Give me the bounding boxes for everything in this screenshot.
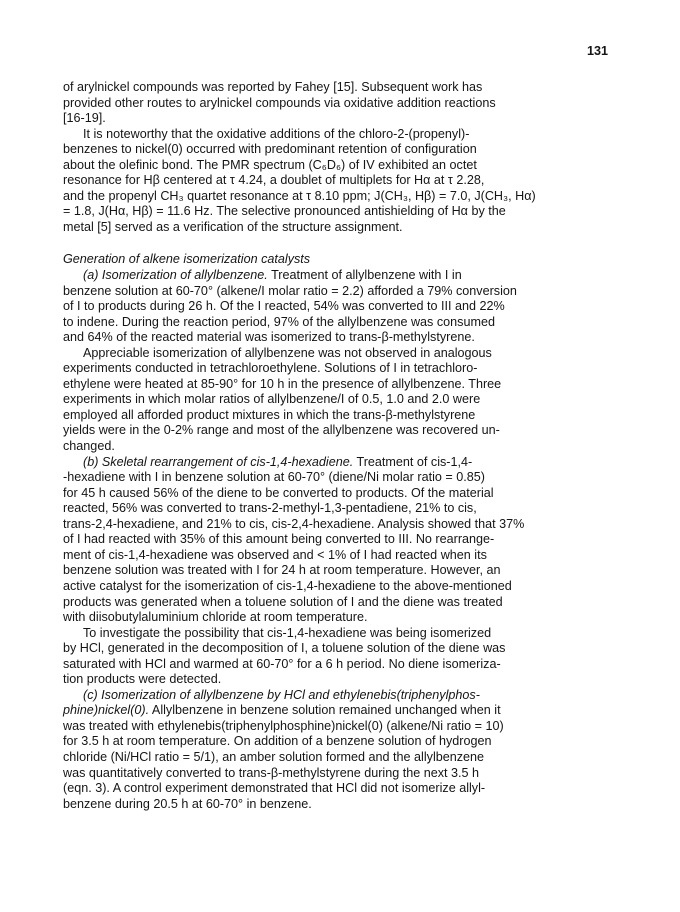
text-line: trans-2,4-hexadiene, and 21% to cis, cis-2,4-hexadiene. Analysis showed that 37% [63, 516, 525, 531]
text-line [63, 688, 623, 704]
text-line: active catalyst for the isomerization of cis-1,4-hexadiene to the above-mentioned [63, 578, 512, 593]
text-line: benzene solution was treated with I for 24 h at room temperature. However, an [63, 563, 501, 578]
text-line: benzene during 20.5 h at 60-70° in benzene. [63, 796, 312, 811]
subsection-title: (c) Isomerization of allylbenzene by HCl and ethylenebis(triphenylphos- [83, 687, 480, 702]
text-line: To investigate the possibility that cis-1,4-hexadiene was being isomerized [83, 625, 492, 640]
text-line: employed all afforded product mixtures in which the trans-β-methylstyrene [63, 407, 476, 422]
subsection-title: phine)nickel(0). [63, 703, 150, 718]
text-line: saturated with HCl and warmed at 60-70° for a 6 h period. No diene isomeriza- [63, 656, 501, 671]
text-line: by HCl, generated in the decomposition of I, a toluene solution of the diene was [63, 641, 506, 656]
text-line: for 3.5 h at room temperature. On addition of a benzene solution of hydrogen [63, 734, 492, 749]
text-line: (a) Isomerization of allylbenzene. Treatment of allylbenzene with I in [83, 268, 462, 283]
text-line: for 45 h caused 56% of the diene to be converted to products. Of the material [63, 485, 494, 500]
text-line: and the propenyl CH₃ quartet resonance at τ 8.10 ppm; J(CH₃, Hβ) = 7.0, J(CH₃, Hα) [63, 188, 536, 203]
text-line: tion products were detected. [63, 672, 222, 687]
text-line: of arylnickel compounds was reported by Fahey [15]. Subsequent work has [63, 80, 483, 94]
text-line: about the olefinic bond. The PMR spectrum (C₆D₆) of IV exhibited an octet [63, 157, 477, 172]
page-number: 131 [586, 44, 608, 58]
text-line: of I to products during 26 h. Of the I reacted, 54% was converted to III and 22% [63, 299, 505, 314]
text-line: phine)nickel(0). Allylbenzene in benzene solution remained unchanged when it [63, 703, 501, 718]
text-line: metal [5] served as a verification of the structure assignment. [63, 219, 403, 234]
text-line: products was generated when a toluene solution of I and the diene was treated [63, 594, 503, 609]
text-line: was treated with ethylenebis(triphenylphosphine)nickel(0) (alkene/Ni ratio = 10) [63, 718, 504, 733]
text-line: yields were in the 0-2% range and most of the allylbenzene was recovered un- [63, 423, 500, 438]
text-line: experiments in which molar ratios of allylbenzene/I of 0.5, 1.0 and 2.0 were [63, 392, 481, 407]
body-text [63, 80, 623, 812]
text-line: was quantitatively converted to trans-β-methylstyrene during the next 3.5 h [63, 765, 480, 780]
text-line: and 64% of the reacted material was isomerized to trans-β-methylstyrene. [63, 330, 475, 345]
text-line: of I had reacted with 35% of this amount being converted to III. No rearrange- [63, 532, 495, 547]
text-line: ment of cis-1,4-hexadiene was observed and < 1% of I had reacted when its [63, 547, 487, 562]
section-heading: Generation of alkene isomerization catalysts [63, 252, 311, 267]
text-line: chloride (Ni/HCl ratio = 5/1), an amber solution formed and the allylbenzene [63, 749, 485, 764]
text-line: to indene. During the reaction period, 97% of the allylbenzene was consumed [63, 314, 495, 329]
text-line: reacted, 56% was converted to trans-2-methyl-1,3-pentadiene, 21% to cis, [63, 501, 477, 516]
text-line: [16-19]. [63, 111, 106, 126]
paragraph-spacer [63, 235, 623, 252]
text-line: = 1.8, J(Hα, Hβ) = 11.6 Hz. The selective pronounced antishielding of Hα by the [63, 204, 506, 219]
text-line: resonance for Hβ centered at τ 4.24, a doublet of multiplets for Hα at τ 2.28, [63, 173, 485, 188]
subsection-title: (b) Skeletal rearrangement of cis-1,4-hexadiene. [83, 454, 354, 469]
text-line: -hexadiene with I in benzene solution at 60-70° (diene/Ni molar ratio = 0.85) [63, 470, 485, 485]
text-line: ethylene were heated at 85-90° for 10 h in the presence of allylbenzene. Three [63, 376, 502, 391]
text-line: with diisobutylaluminium chloride at room temperature. [63, 610, 368, 625]
text-line: benzene solution at 60-70° (alkene/I molar ratio = 2.2) afforded a 79% conversion [63, 283, 517, 298]
text-line: changed. [63, 439, 115, 454]
subsection-title: (a) Isomerization of allylbenzene. [83, 268, 268, 283]
text-line: (eqn. 3). A control experiment demonstrated that HCl did not isomerize allyl- [63, 781, 486, 796]
text-line: experiments conducted in tetrachloroethylene. Solutions of I in tetrachloro- [63, 361, 478, 376]
text-line: benzenes to nickel(0) occurred with predominant retention of configuration [63, 142, 477, 157]
text-line: Appreciable isomerization of allylbenzene was not observed in analogous [83, 345, 492, 360]
text-line: (b) Skeletal rearrangement of cis-1,4-hexadiene. Treatment of cis-1,4- [83, 454, 473, 469]
text-line: provided other routes to arylnickel compounds via oxidative addition reactions [63, 95, 496, 110]
text-line: It is noteworthy that the oxidative additions of the chloro-2-(propenyl)- [83, 126, 470, 141]
